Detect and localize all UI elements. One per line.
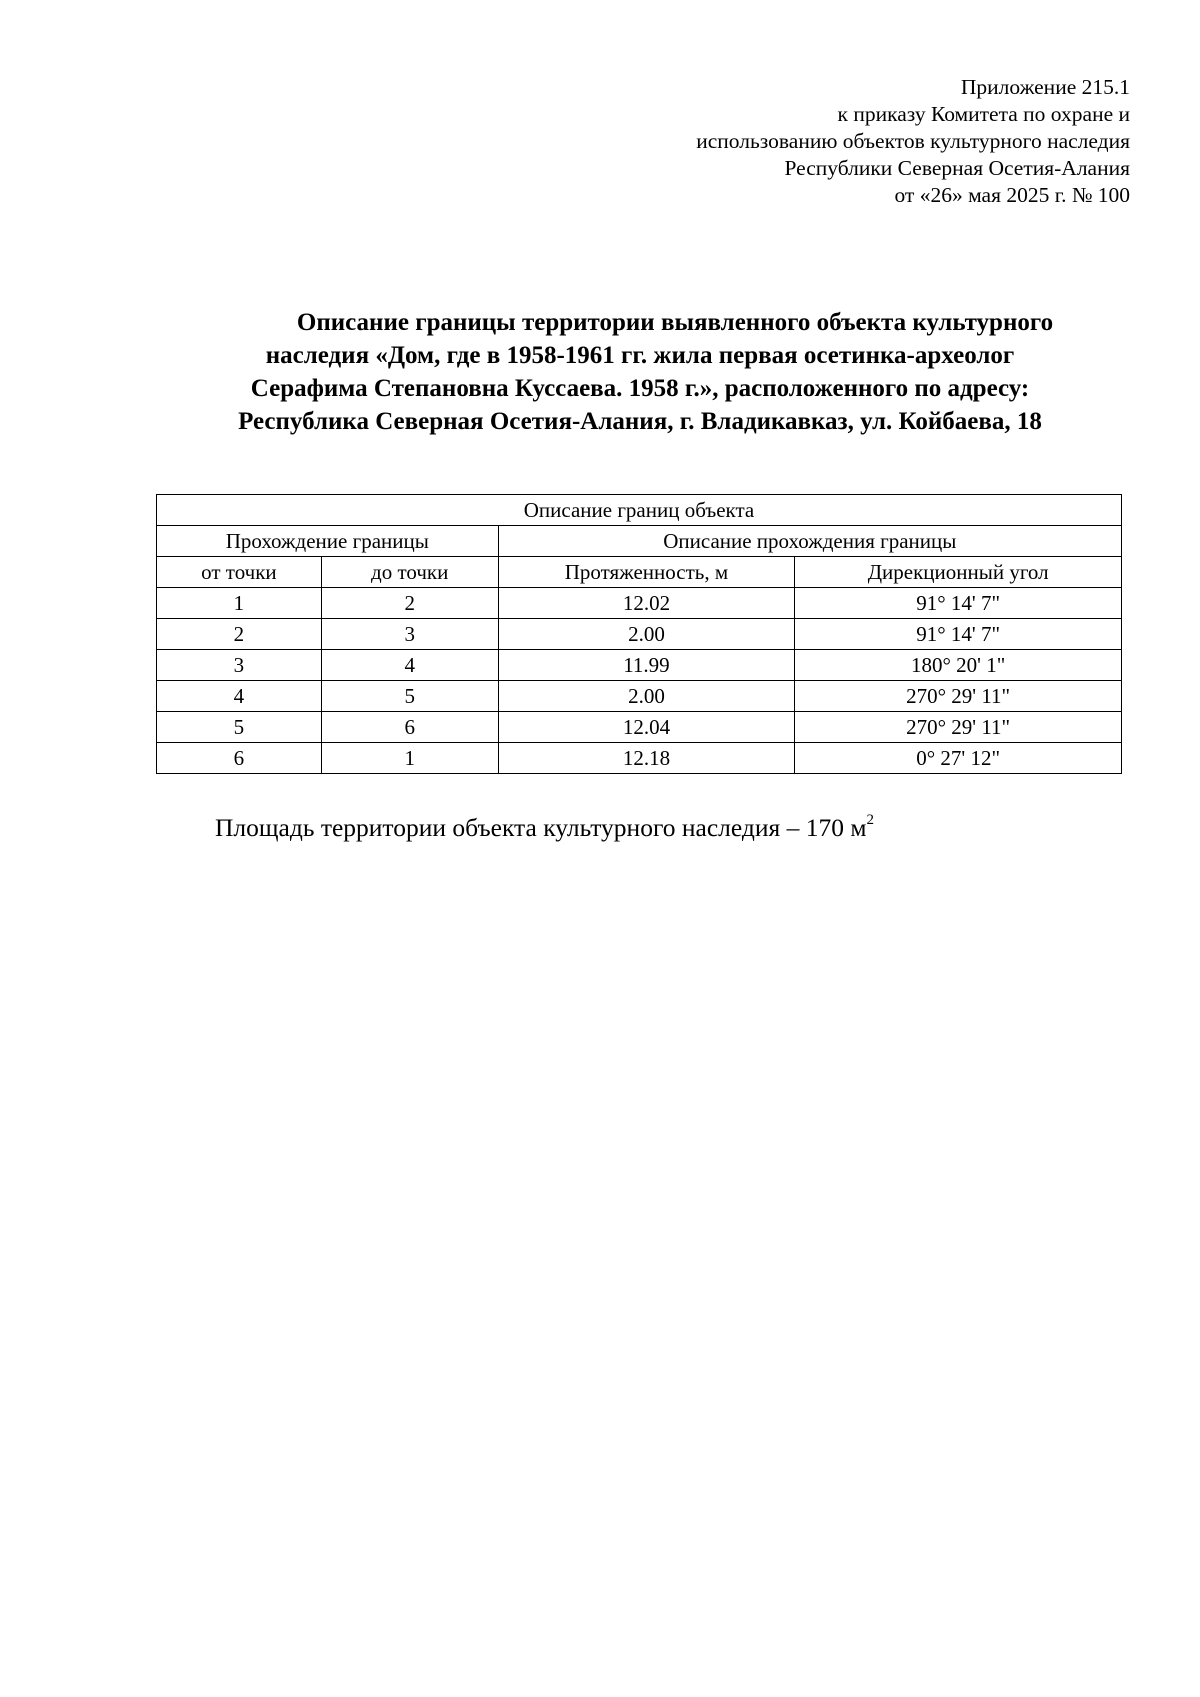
- cell-direction-angle: 180° 20' 1": [795, 650, 1122, 681]
- title-line-2: наследия «Дом, где в 1958-1961 гг. жила первая осетинка-археолог: [265, 342, 1015, 369]
- cell-to-point: 3: [321, 619, 498, 650]
- cell-from-point: 6: [157, 743, 322, 774]
- header-line-order: к приказу Комитета по охране и: [837, 102, 1130, 126]
- cell-length: 2.00: [498, 619, 795, 650]
- document-title: [150, 306, 1130, 438]
- cell-direction-angle: 270° 29' 11": [795, 712, 1122, 743]
- table-group-header-row: [157, 526, 1122, 557]
- table-row: [157, 681, 1122, 712]
- table-caption: Описание границ объекта: [157, 495, 1122, 526]
- cell-to-point: 4: [321, 650, 498, 681]
- cell-length: 12.18: [498, 743, 795, 774]
- table-row: [157, 712, 1122, 743]
- cell-from-point: 1: [157, 588, 322, 619]
- table-caption-row: [157, 495, 1122, 526]
- group-header-passage: Прохождение границы: [157, 526, 499, 557]
- group-header-description: Описание прохождения границы: [498, 526, 1121, 557]
- table-column-header-row: [157, 557, 1122, 588]
- cell-length: 11.99: [498, 650, 795, 681]
- cell-to-point: 2: [321, 588, 498, 619]
- cell-direction-angle: 270° 29' 11": [795, 681, 1122, 712]
- document-header: [696, 74, 1130, 209]
- header-line-appendix: Приложение 215.1: [960, 75, 1130, 99]
- column-header-from-point: от точки: [157, 557, 322, 588]
- title-line-1: Описание границы территории выявленного объекта культурного: [296, 309, 1054, 336]
- title-line-4: Республика Северная Осетия-Алания, г. Владикавказ, ул. Койбаева, 18: [238, 408, 1042, 435]
- column-header-to-point: до точки: [321, 557, 498, 588]
- cell-length: 2.00: [498, 681, 795, 712]
- area-statement: [215, 812, 874, 844]
- cell-from-point: 5: [157, 712, 322, 743]
- cell-from-point: 4: [157, 681, 322, 712]
- cell-direction-angle: 91° 14' 7": [795, 619, 1122, 650]
- table-row: [157, 588, 1122, 619]
- column-header-length: Протяженность, м: [498, 557, 795, 588]
- area-text: Площадь территории объекта культурного наследия – 170 м: [215, 813, 867, 842]
- area-unit-superscript: 2: [866, 812, 874, 828]
- cell-direction-angle: 0° 27' 12": [795, 743, 1122, 774]
- cell-from-point: 2: [157, 619, 322, 650]
- cell-to-point: 1: [321, 743, 498, 774]
- title-line-3: Серафима Степановна Куссаева. 1958 г.», расположенного по адресу:: [250, 375, 1030, 402]
- column-header-direction-angle: Дирекционный угол: [795, 557, 1122, 588]
- cell-length: 12.04: [498, 712, 795, 743]
- header-line-usage: использованию объектов культурного наследия: [696, 129, 1130, 153]
- table-row: [157, 650, 1122, 681]
- cell-direction-angle: 91° 14' 7": [795, 588, 1122, 619]
- header-line-republic: Республики Северная Осетия-Алания: [784, 156, 1130, 180]
- table-row: [157, 619, 1122, 650]
- boundary-table: [156, 494, 1122, 774]
- cell-to-point: 5: [321, 681, 498, 712]
- header-line-date: от «26» мая 2025 г. № 100: [894, 183, 1130, 207]
- table-row: [157, 743, 1122, 774]
- cell-length: 12.02: [498, 588, 795, 619]
- cell-from-point: 3: [157, 650, 322, 681]
- cell-to-point: 6: [321, 712, 498, 743]
